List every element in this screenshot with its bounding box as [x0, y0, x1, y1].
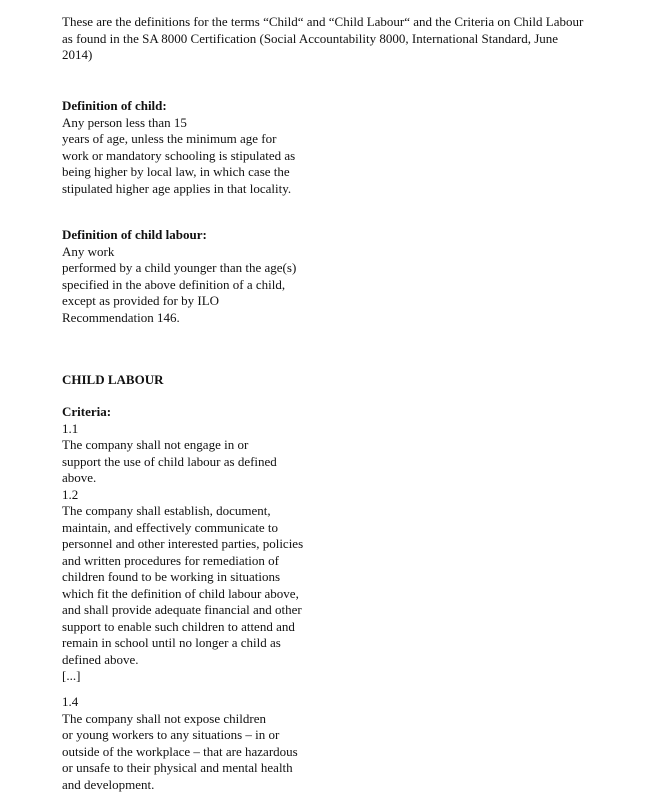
- child-labour-title: CHILD LABOUR: [62, 372, 164, 387]
- ellipsis-marker: [...]: [62, 668, 81, 683]
- criterion-line: The company shall not expose children: [62, 710, 266, 726]
- criteria-section: [62, 404, 303, 685]
- definition-child-line: work or mandatory schooling is stipulated as: [62, 147, 296, 163]
- criterion-line: and written procedures for remediation of: [62, 552, 279, 568]
- definition-child-labour-section: [62, 227, 296, 326]
- definition-child-labour-line: performed by a child younger than the age(s): [62, 260, 297, 275]
- definition-child-labour-line: Recommendation 146.: [62, 309, 180, 325]
- criterion-line: support to enable such children to attend and: [62, 618, 295, 634]
- criterion-line: outside of the workplace – that are hazardous: [62, 743, 298, 759]
- criterion-number: 1.1: [62, 420, 79, 436]
- definition-child-labour-line: specified in the above definition of a child,: [62, 276, 286, 292]
- definition-child-labour-line: Any work: [62, 243, 115, 259]
- criterion-line: defined above.: [62, 651, 139, 667]
- criterion-1-4-section: [62, 694, 298, 793]
- criterion-number: 1.4: [62, 694, 79, 709]
- definition-child-line: stipulated higher age applies in that locality.: [62, 180, 292, 196]
- definition-child-section: [62, 98, 295, 197]
- criterion-line: and shall provide adequate financial and other: [62, 602, 302, 617]
- definition-child-line: years of age, unless the minimum age for: [62, 131, 277, 146]
- criterion-line: personnel and other interested parties, policies: [62, 536, 304, 551]
- criterion-line: support the use of child labour as defined: [62, 453, 277, 469]
- criterion-line: remain in school until no longer a child as: [62, 635, 281, 650]
- intro-line: 2014): [62, 47, 93, 62]
- definition-child-heading: Definition of child:: [62, 98, 167, 113]
- criterion-number: 1.2: [62, 486, 79, 502]
- definition-child-line: being higher by local law, in which case the: [62, 164, 290, 179]
- criteria-heading: Criteria:: [62, 404, 112, 419]
- criterion-line: The company shall not engage in or: [62, 437, 249, 452]
- criterion-line: maintain, and effectively communicate to: [62, 519, 278, 535]
- intro-line: as found in the SA 8000 Certification (Social Accountability 8000, International Standard, June: [62, 30, 559, 46]
- criterion-line: or unsafe to their physical and mental health: [62, 760, 293, 775]
- criterion-line: or young workers to any situations – in or: [62, 727, 280, 742]
- intro-line: These are the definitions for the terms “Child“ and “Child Labour“ and the Criteria on Child Labour: [62, 14, 584, 29]
- criterion-line: children found to be working in situations: [62, 569, 281, 584]
- definition-child-labour-line: except as provided for by ILO: [62, 293, 220, 308]
- criterion-line: which fit the definition of child labour above,: [62, 585, 299, 601]
- child-labour-section: [62, 372, 164, 389]
- intro-paragraph: [62, 14, 583, 64]
- criterion-line: above.: [62, 470, 97, 485]
- criterion-line: The company shall establish, document,: [62, 503, 271, 518]
- definition-child-line: Any person less than 15: [62, 114, 187, 130]
- criterion-line: and development.: [62, 776, 155, 792]
- definition-child-labour-heading: Definition of child labour:: [62, 227, 207, 242]
